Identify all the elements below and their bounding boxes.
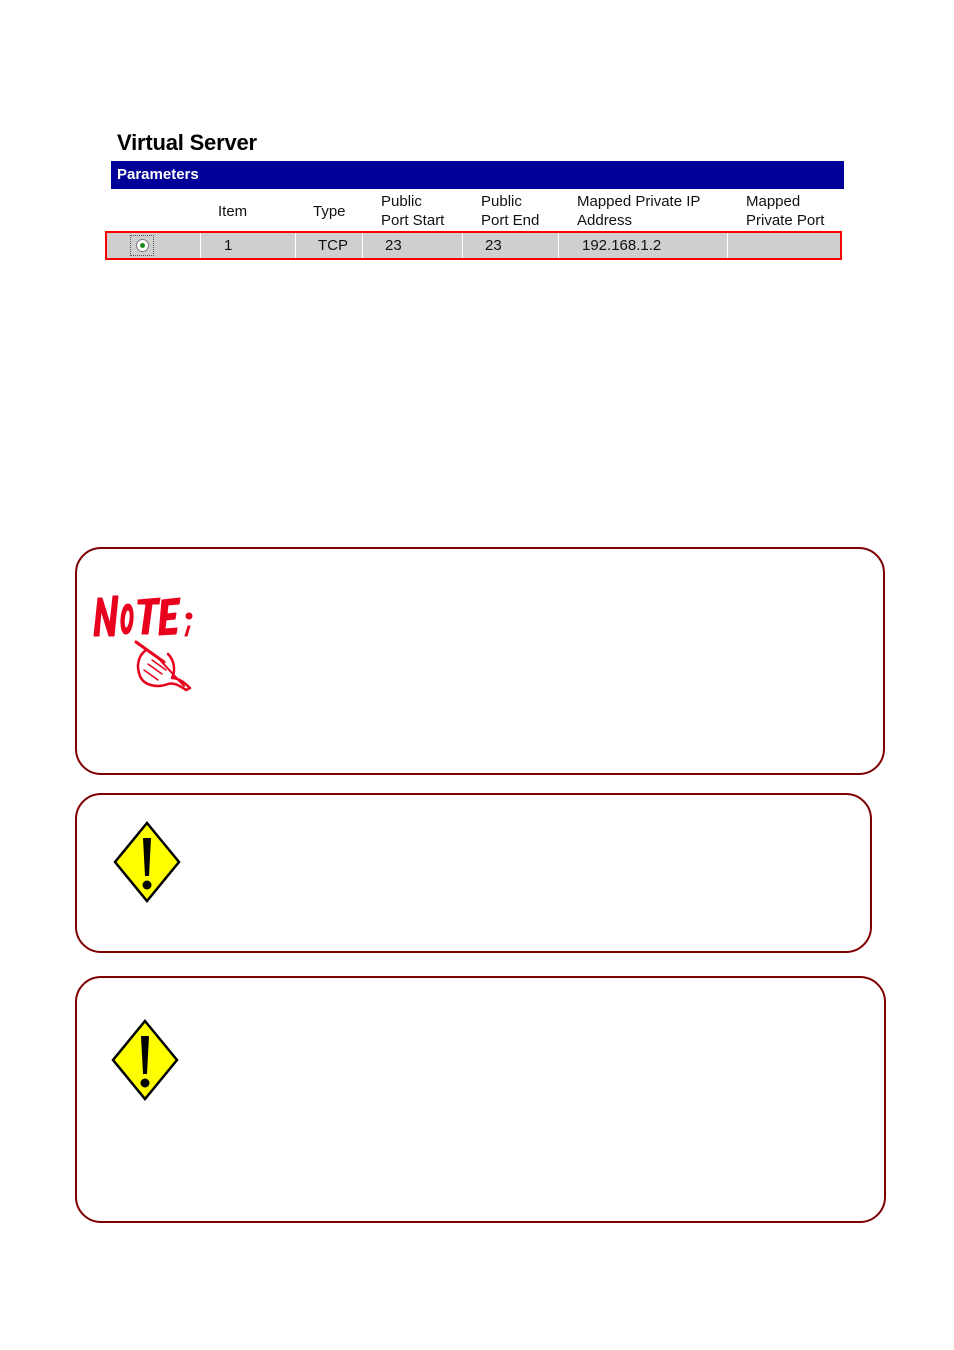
parameters-bar: Parameters bbox=[111, 161, 844, 189]
cell-ip: 192.168.1.2 bbox=[582, 237, 662, 254]
table-row[interactable] bbox=[105, 231, 842, 260]
table-header-mapped-private-port: Mapped Private Port bbox=[746, 193, 825, 229]
cell-divider bbox=[727, 233, 728, 258]
warning-exclamation-icon bbox=[110, 1018, 180, 1102]
table-header-public-port-end: Public Port End bbox=[481, 193, 540, 229]
cell-port-end: 23 bbox=[485, 237, 502, 254]
cell-type: TCP bbox=[318, 237, 348, 254]
virtual-server-title: Virtual Server bbox=[117, 130, 257, 155]
warning-exclamation-icon bbox=[112, 820, 182, 904]
radio-selected-icon bbox=[136, 239, 149, 252]
warning-box-1 bbox=[75, 793, 872, 953]
table-header-type: Type bbox=[313, 203, 346, 220]
cell-divider bbox=[200, 233, 201, 258]
cell-divider bbox=[295, 233, 296, 258]
cell-divider bbox=[362, 233, 363, 258]
cell-divider bbox=[462, 233, 463, 258]
table-header-public-port-start: Public Port Start bbox=[381, 193, 445, 229]
cell-item: 1 bbox=[224, 237, 233, 254]
table-header-mapped-private-ip: Mapped Private IP Address bbox=[577, 193, 701, 229]
table-header-item: Item bbox=[218, 203, 248, 220]
row-select-radio[interactable] bbox=[130, 235, 154, 256]
cell-divider bbox=[558, 233, 559, 258]
note-handwriting-icon bbox=[88, 590, 208, 695]
warning-box-2 bbox=[75, 976, 886, 1223]
cell-port-start: 23 bbox=[385, 237, 402, 254]
